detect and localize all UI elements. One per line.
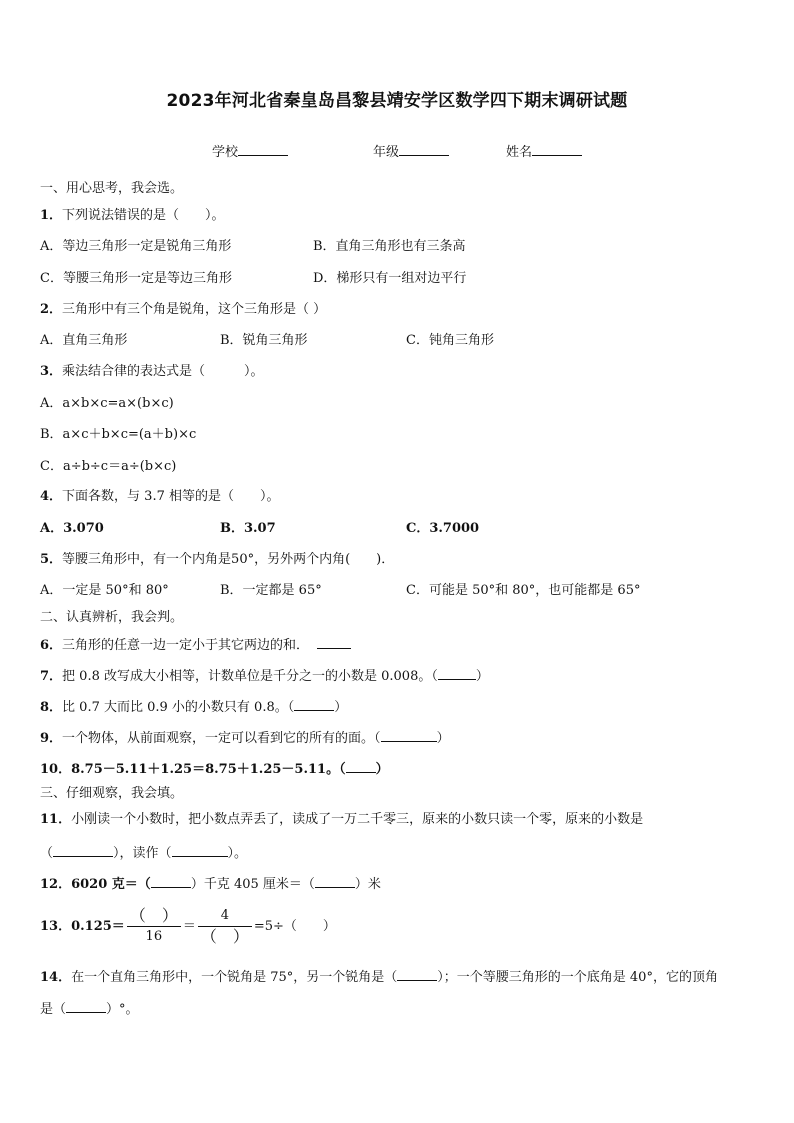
q8-answer-blank[interactable] (294, 698, 334, 711)
question-14: 14．在一个直角三角形中，一个锐角是 75°，另一个锐角是（ ）；一个等腰三角形的一个底角是 40°，它的顶角 (40, 970, 718, 985)
q13-blank-denominator[interactable]: （ ） (200, 927, 249, 946)
q1-option-a[interactable]: A．等边三角形一定是锐角三角形 (40, 239, 232, 254)
q12-blank-2[interactable] (315, 875, 355, 888)
question-1: 1．下列说法错误的是（ ）。 (40, 208, 225, 223)
q4-option-b[interactable]: B．3.07 (220, 521, 276, 536)
question-14-line-2: 是（ ）°。 (40, 1002, 139, 1017)
question-13: 13．0.125＝ $\frac{( )}{16}$ ＝ $\frac{4}{( )}$ =5÷（ ） (40, 906, 336, 946)
q4-option-a[interactable]: A．3.070 (40, 521, 104, 536)
q2-option-b[interactable]: B．锐角三角形 (220, 333, 308, 348)
q7-answer-blank[interactable] (438, 667, 476, 680)
question-8: 8．比 0.7 大而比 0.9 小的小数只有 0.8。（ ） (40, 700, 348, 715)
question-12: 12．6020 克＝（ ）千克 405 厘米＝（ ）米 (40, 877, 381, 892)
question-2: 2．三角形中有三个角是锐角，这个三角形是（ ） (40, 302, 327, 317)
q1-option-b[interactable]: B．直角三角形也有三条高 (313, 239, 466, 254)
grade-field: 年级 (373, 141, 449, 160)
q2-option-a[interactable]: A．直角三角形 (40, 333, 128, 348)
q3-option-b[interactable]: B．a×c＋b×c=(a＋b)×c (40, 427, 197, 442)
q1-option-c[interactable]: C．等腰三角形一定是等边三角形 (40, 271, 232, 286)
section-3-heading: 三、仔细观察，我会填。 (40, 786, 184, 801)
name-blank[interactable] (532, 143, 582, 156)
question-11: 11．小刚读一个小数时，把小数点弄丢了，读成了一万二千零三，原来的小数只读一个零，原来的小数是 (40, 812, 644, 827)
question-7: 7．把 0.8 改写成大小相等，计数单位是千分之一的小数是 0.008。（ ） (40, 669, 489, 684)
question-4: 4．下面各数，与 3.7 相等的是（ ）。 (40, 489, 280, 504)
q5-option-c[interactable]: C．可能是 50°和 80°，也可能都是 65° (406, 583, 641, 598)
q13-tail[interactable]: =5÷（ ） (253, 919, 336, 934)
q6-answer-blank[interactable] (317, 636, 351, 649)
q10-answer-blank[interactable] (346, 760, 376, 773)
q12-blank-1[interactable] (151, 875, 191, 888)
q5-option-b[interactable]: B．一定都是 65° (220, 583, 322, 598)
question-5: 5．等腰三角形中，有一个内角是50°，另外两个内角( )． (40, 552, 395, 567)
q9-answer-blank[interactable] (381, 729, 437, 742)
question-11-line-2: （ ），读作（ ）。 (40, 846, 248, 861)
q13-fraction-1: $\frac{( )}{16}$ (127, 907, 181, 946)
q14-blank-2[interactable] (66, 1000, 106, 1013)
section-1-heading: 一、用心思考，我会选。 (40, 181, 184, 196)
question-6: 6．三角形的任意一边一定小于其它两边的和． (40, 636, 351, 654)
question-10: 10．8.75－5.11＋1.25＝8.75＋1.25－5.11。（ ） (40, 762, 389, 777)
question-9: 9．一个物体，从前面观察，一定可以看到它的所有的面。（ ） (40, 731, 450, 746)
q11-blank-1[interactable] (53, 844, 113, 857)
page-title: 2023年河北省秦皇岛昌黎县靖安学区数学四下期末调研试题 (166, 91, 628, 111)
q3-option-a[interactable]: A．a×b×c=a×(b×c) (40, 396, 174, 411)
name-field: 姓名 (506, 141, 582, 160)
q1-option-d[interactable]: D．梯形只有一组对边平行 (313, 271, 467, 286)
q4-option-c[interactable]: C．3.7000 (406, 521, 480, 536)
q14-blank-1[interactable] (397, 968, 437, 981)
section-2-heading: 二、认真辨析，我会判。 (40, 610, 184, 625)
q13-fraction-2: $\frac{4}{( )}$ (198, 907, 252, 946)
school-blank[interactable] (238, 143, 288, 156)
question-3: 3．乘法结合律的表达式是（ ）。 (40, 364, 264, 379)
q13-blank-numerator[interactable]: （ ） (127, 907, 181, 927)
grade-blank[interactable] (399, 143, 449, 156)
q5-option-a[interactable]: A．一定是 50°和 80° (40, 583, 169, 598)
school-field: 学校 (212, 141, 288, 160)
q3-option-c[interactable]: C．a÷b÷c＝a÷(b×c) (40, 459, 177, 474)
q2-option-c[interactable]: C．钝角三角形 (406, 333, 494, 348)
q11-blank-2[interactable] (172, 844, 228, 857)
